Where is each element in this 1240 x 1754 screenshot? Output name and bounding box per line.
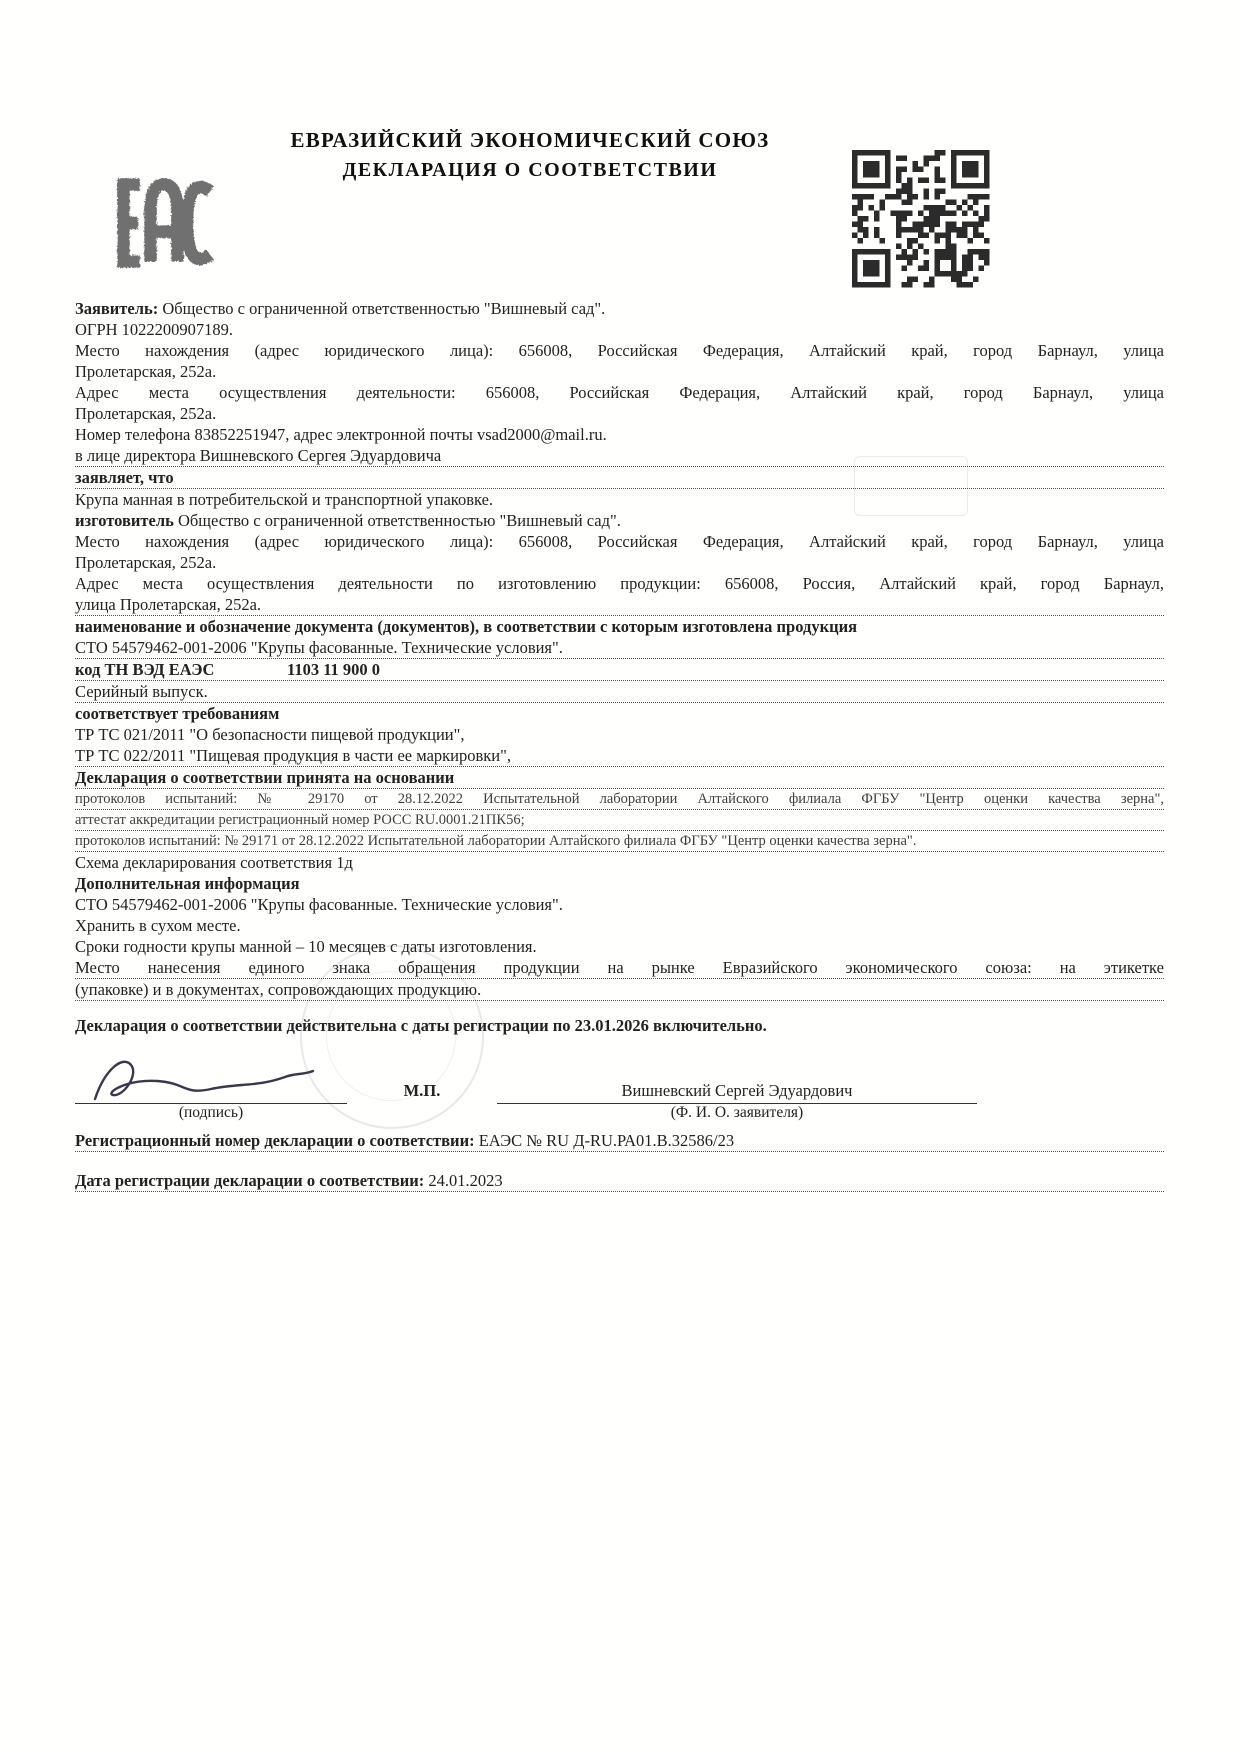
signature-caption: (подпись) — [178, 1104, 244, 1121]
conforms-heading: соответствует требованиям — [75, 704, 280, 723]
protocol-attestation-line: аттестат аккредитации регистрационный номер РОСС RU.0001.21ПК56; — [75, 810, 1164, 831]
signature-scribble — [79, 1049, 329, 1115]
document-title: ДЕКЛАРАЦИЯ О СООТВЕТСТВИИ — [342, 159, 718, 181]
product-line: Крупа манная в потребительской и транспортной упаковке. — [75, 490, 494, 509]
applicant-legal-address-line2: Пролетарская, 252а. — [75, 362, 217, 381]
issue-type-line: Серийный выпуск. — [75, 681, 1164, 703]
manufacturer-legal-address-line1: Место нахождения (адрес юридического лица): 656008, Российская Федерация, Алтайский край, город Барнаул, улица — [75, 532, 1164, 551]
declares-heading: заявляет, что — [75, 467, 1164, 489]
registration-number-label: Регистрационный номер декларации о соответствии: — [75, 1131, 475, 1150]
registration-date-line — [75, 1170, 1164, 1192]
manufacturer-label: изготовитель — [75, 511, 174, 530]
mark-place-line1: Место нанесения единого знака обращения продукции на рынке Евразийского экономического союза: на этикетке — [75, 958, 1164, 977]
applicant-contacts-line: Номер телефона 83852251947, адрес электронной почты vsad2000@mail.ru. — [75, 425, 607, 444]
tnved-code: 1103 11 900 0 — [287, 660, 381, 679]
additional-info-heading: Дополнительная информация — [75, 874, 300, 893]
applicant-activity-address-line1: Адрес места осуществления деятельности: 656008, Российская Федерация, Алтайский край, город Барнаул, улица — [75, 383, 1164, 402]
eac-logo-icon — [110, 164, 214, 287]
document-header — [170, 128, 890, 182]
mark-place-line2: (упаковке) и в документах, сопровождающих продукцию. — [75, 979, 1164, 1001]
registration-date-value: 24.01.2023 — [424, 1171, 503, 1190]
registration-date-label: Дата регистрации декларации о соответствии: — [75, 1171, 425, 1190]
manufacturer-legal-address-line2: Пролетарская, 252а. — [75, 553, 217, 572]
manufacturer-activity-address-line2: улица Пролетарская, 252а. — [75, 594, 1164, 616]
manufacturer-line — [75, 510, 1164, 531]
manufacturer-name: Общество с ограниченной ответственностью "Вишневый сад". — [173, 511, 621, 530]
tr-regulation-line: ТР ТС 021/2011 "О безопасности пищевой продукции", — [75, 725, 465, 744]
registration-number-line — [75, 1130, 1164, 1152]
additional-sto-line: СТО 54579462-001-2006 "Крупы фасованные. Технические условия". — [75, 895, 563, 914]
applicant-name: Общество с ограниченной ответственностью "Вишневый сад". — [158, 299, 606, 318]
storage-line: Хранить в сухом месте. — [75, 916, 241, 935]
tnved-line — [75, 659, 1164, 681]
tnved-label: код ТН ВЭД ЕАЭС — [75, 660, 215, 679]
registration-number-value: ЕАЭС № RU Д-RU.РА01.В.32586/23 — [474, 1131, 735, 1150]
qr-code — [852, 150, 990, 288]
shelf-life-line: Сроки годности крупы манной – 10 месяцев с даты изготовления. — [75, 937, 537, 956]
scheme-line: Схема декларирования соответствия 1д — [75, 853, 353, 872]
validity-line: Декларация о соответствии действительна с даты регистрации по 23.01.2026 включительно. — [75, 1016, 767, 1035]
basis-heading: Декларация о соответствии принята на основании — [75, 767, 1164, 789]
seal-place-label: М.П. — [403, 1081, 441, 1100]
signature-row — [75, 1054, 1164, 1104]
applicant-label: Заявитель: — [75, 299, 159, 318]
union-title: ЕВРАЗИЙСКИЙ ЭКОНОМИЧЕСКИЙ СОЮЗ — [290, 128, 770, 152]
tr-regulation-line: ТР ТС 022/2011 "Пищевая продукция в части ее маркировки", — [75, 745, 1164, 767]
signatory-name-caption: (Ф. И. О. заявителя) — [670, 1104, 804, 1121]
docs-heading: наименование и обозначение документа (документов), в соответствии с которым изготовлена продукция — [75, 617, 858, 636]
docs-value-line: СТО 54579462-001-2006 "Крупы фасованные. Технические условия". — [75, 637, 1164, 659]
applicant-legal-address-line1: Место нахождения (адрес юридического лица): 656008, Российская Федерация, Алтайский край, город Барнаул, улица — [75, 341, 1164, 360]
manufacturer-activity-address-line1: Адрес места осуществления деятельности по изготовлению продукции: 656008, Россия, Алтайский край, город Барнаул, — [75, 574, 1164, 593]
representative-line: в лице директора Вишневского Сергея Эдуардовича — [75, 445, 1164, 467]
signatory-name: Вишневский Сергей Эдуардович — [497, 1081, 977, 1104]
applicant-line — [75, 298, 1164, 319]
signature-line — [75, 1053, 347, 1104]
applicant-activity-address-line2: Пролетарская, 252а. — [75, 404, 217, 423]
document-body — [75, 298, 1164, 1192]
ogrn-line: ОГРН 1022200907189. — [75, 320, 234, 339]
protocol-line: протоколов испытаний: № 29170 от 28.12.2022 Испытательной лаборатории Алтайского филиала ФГБУ "Центр оценки качества зерна", — [75, 789, 1164, 810]
protocol-line: протоколов испытаний: № 29171 от 28.12.2022 Испытательной лаборатории Алтайского филиала ФГБУ "Центр оценки качества зерна". — [75, 831, 1164, 852]
